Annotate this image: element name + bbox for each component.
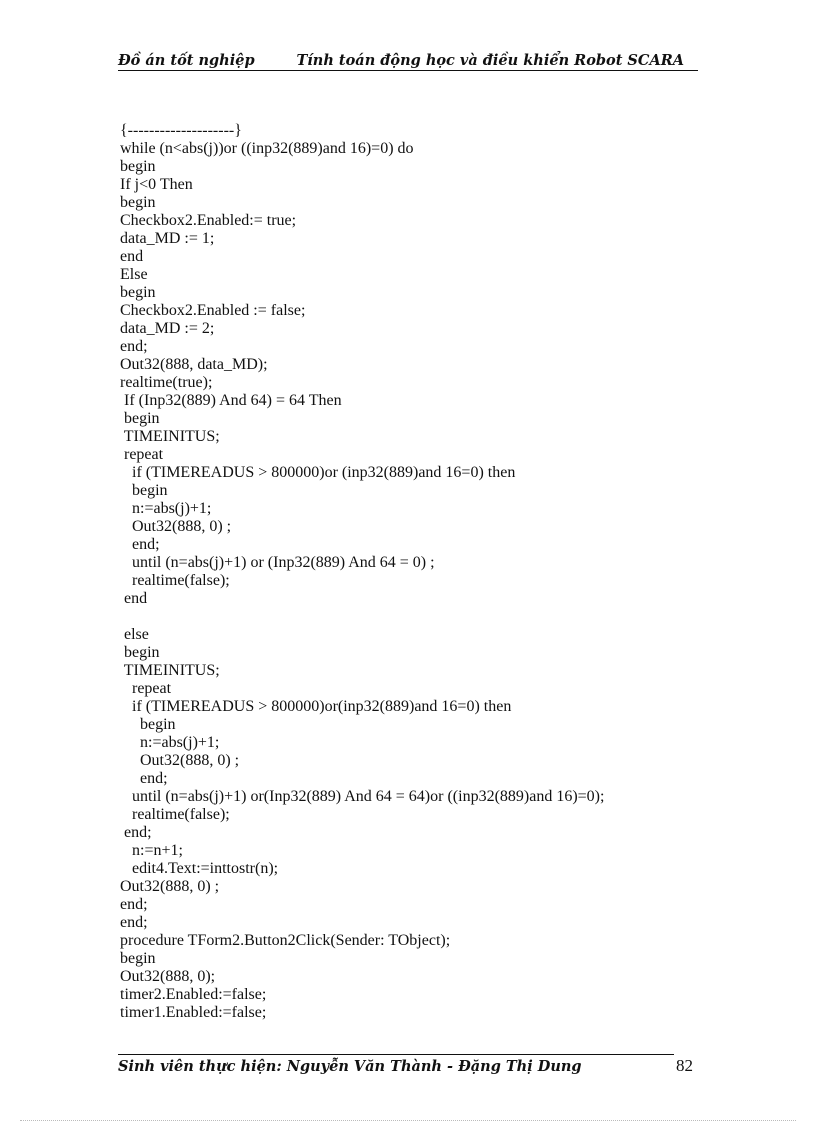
code-line: If j<0 Then [120,176,193,193]
code-line: begin [120,194,156,211]
header-left-title: Đồ án tốt nghiệp [118,52,255,69]
code-line: begin [120,284,156,301]
code-line: repeat [120,680,172,697]
code-line: begin [120,644,160,661]
code-line: Out32(888, 0) ; [120,878,220,895]
code-listing [120,122,604,1022]
page-bottom-dotted-edge [20,1120,796,1121]
code-line: Out32(888, 0) ; [120,518,232,535]
code-line: repeat [120,446,164,463]
code-line [120,608,604,626]
code-line: end [120,590,148,607]
code-line: Out32(888, 0) ; [120,752,240,769]
code-line: n:=abs(j)+1; [120,734,220,751]
code-line: n:=n+1; [120,842,183,859]
code-line: data_MD := 2; [120,320,215,337]
code-line: procedure TForm2.Button2Click(Sender: TObject); [120,932,451,949]
code-line: n:=abs(j)+1; [120,500,212,517]
code-line: TIMEINITUS; [120,428,220,445]
code-line: data_MD := 1; [120,230,215,247]
header-right-title: Tính toán động học và điều khiển Robot SCARA [296,52,684,69]
code-line: edit4.Text:=inttostr(n); [120,860,279,877]
code-line: end; [120,824,152,841]
code-line: Out32(888, data_MD); [120,356,268,373]
code-line: until (n=abs(j)+1) or (Inp32(889) And 64 = 0) ; [120,554,435,571]
code-line: else [120,626,149,643]
code-line: begin [120,482,168,499]
code-line: end; [120,896,148,913]
code-line: begin [120,158,156,175]
code-line: end [120,248,144,265]
code-line: timer1.Enabled:=false; [120,1004,267,1021]
code-line: end; [120,914,148,931]
code-line: Checkbox2.Enabled := false; [120,302,306,319]
code-line: end; [120,338,148,355]
code-line: if (TIMEREADUS > 800000)or(inp32(889)and 16=0) then [120,698,512,715]
code-line: begin [120,716,176,733]
footer-rule [118,1054,674,1055]
page-header [118,50,698,71]
code-line: TIMEINITUS; [120,662,220,679]
code-line: end; [120,770,168,787]
code-line: realtime(true); [120,374,213,391]
code-line: while (n<abs(j))or ((inp32(889)and 16)=0) do [120,140,414,157]
code-line: end; [120,536,160,553]
code-line: Checkbox2.Enabled:= true; [120,212,297,229]
code-line: If (Inp32(889) And 64) = 64 Then [120,392,342,409]
footer-authors: Sinh viên thực hiện: Nguyễn Văn Thành - Đặng Thị Dung [118,1058,582,1075]
code-line: timer2.Enabled:=false; [120,986,267,1003]
code-line: until (n=abs(j)+1) or(Inp32(889) And 64 = 64)or ((inp32(889)and 16)=0); [120,788,605,805]
code-line: realtime(false); [120,806,230,823]
code-line: if (TIMEREADUS > 800000)or (inp32(889)and 16=0) then [120,464,516,481]
code-line: begin [120,410,160,427]
code-line: realtime(false); [120,572,230,589]
page-number: 82 [676,1056,693,1075]
code-line: {--------------------} [120,122,242,139]
code-line: begin [120,950,156,967]
code-line: Else [120,266,148,283]
code-line: Out32(888, 0); [120,968,216,985]
